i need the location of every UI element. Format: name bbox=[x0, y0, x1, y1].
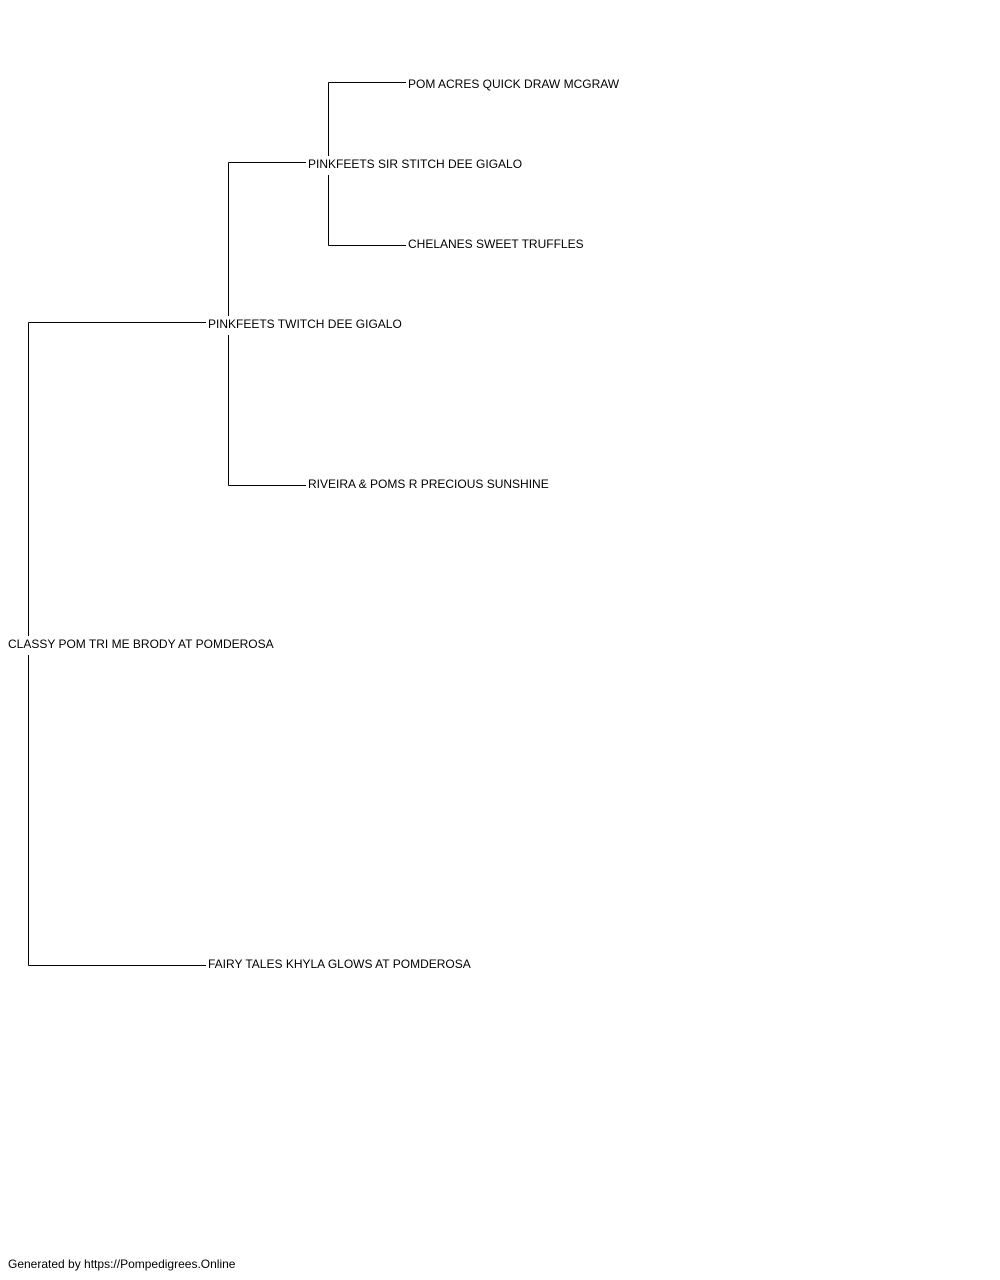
dog-name-dam: FAIRY TALES KHYLA GLOWS AT POMDEROSA bbox=[208, 957, 471, 971]
dog-name-subject: CLASSY POM TRI ME BRODY AT POMDEROSA bbox=[8, 637, 274, 651]
dog-name-sire-sire: PINKFEETS SIR STITCH DEE GIGALO bbox=[308, 157, 523, 171]
dog-name-sire-dam: RIVEIRA & POMS R PRECIOUS SUNSHINE bbox=[308, 477, 549, 491]
dog-name-sire-sire-dam: CHELANES SWEET TRUFFLES bbox=[408, 237, 584, 251]
footer-generated-by: Generated by https://Pompedigrees.Online bbox=[8, 1257, 236, 1271]
dog-name-sire-sire-sire: POM ACRES QUICK DRAW MCGRAW bbox=[408, 77, 620, 91]
dog-name-sire: PINKFEETS TWITCH DEE GIGALO bbox=[208, 317, 402, 331]
